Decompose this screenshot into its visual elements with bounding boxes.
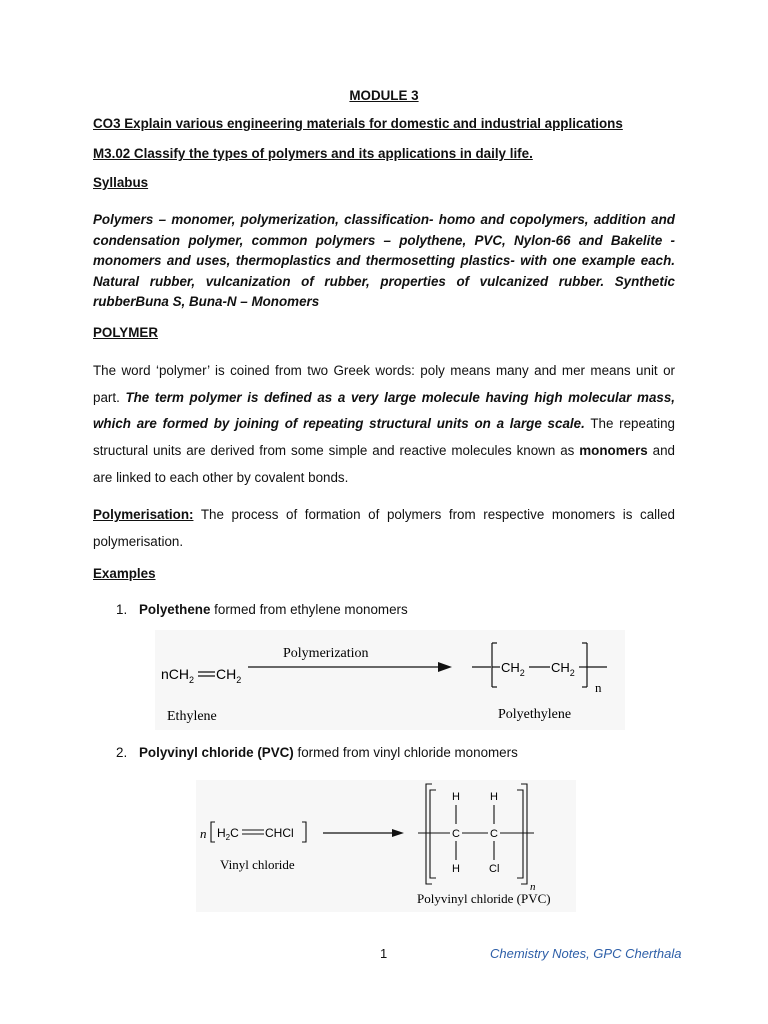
- repeat-n: n: [530, 881, 536, 893]
- monomer-chcl: CHCl: [265, 826, 294, 840]
- list-item-text: formed from vinyl chloride monomers: [293, 745, 518, 760]
- repeat-n: n: [595, 680, 602, 695]
- list-number: 1.: [116, 602, 128, 617]
- module-title: MODULE 3: [349, 88, 419, 103]
- syllabus-heading: Syllabus: [93, 175, 149, 190]
- reactant-label: Ethylene: [167, 709, 217, 724]
- monomer-formula: nCH$_2$: [161, 666, 195, 685]
- pvc-term: Polyvinyl chloride (PVC): [139, 745, 294, 760]
- polymer-text-start: The word ‘polymer’ is coined from two Greek words: poly means many and mer means unit or part.: [93, 363, 675, 405]
- polyethene-term: Polyethene: [139, 602, 211, 617]
- page-number: 1: [380, 946, 388, 961]
- polymerisation-text: The process of formation of polymers from respective monomers is called polymerisation.: [93, 507, 675, 549]
- monomers-term: monomers: [579, 443, 648, 459]
- list-item-text: formed from ethylene monomers: [210, 602, 408, 617]
- hydrogen-top-2: H: [490, 791, 498, 803]
- product-label: Polyethylene: [498, 707, 572, 722]
- polymerisation-paragraph: [93, 501, 675, 555]
- monomer-ch2: $CH_2$: [216, 666, 242, 685]
- carbon-1: C: [452, 828, 460, 840]
- pvc-reaction-figure: [196, 780, 576, 912]
- polymer-definition: The term polymer is defined as a very large molecule having high molecular mass, which are formed by joining of repeating structural units on a large scale.: [93, 389, 676, 432]
- course-outcome: CO3 Explain various engineering materials for domestic and industrial applications: [93, 116, 623, 131]
- list-item: [116, 745, 518, 760]
- list-item: [116, 602, 408, 617]
- hydrogen-bottom: H: [452, 863, 460, 875]
- polymer-definition-paragraph: [93, 358, 675, 492]
- polyethylene-reaction-figure: [155, 630, 625, 730]
- polymer-heading: POLYMER: [93, 325, 158, 340]
- syllabus-text: Polymers – monomer, polymerization, classification- homo and copolymers, addition and condensation polymer, common polymers – polythene, PVC, Nylon-66 and Bakelite - monomers and uses, thermoplastics and thermosetting plastics- with one example each. Natural rubber, vulcanization of rubber, properties of vulcanized rubber. Synthetic rubberBuna S, Buna-N – Monomers: [93, 212, 675, 310]
- polymer-ch2-a: $CH_2$: [501, 660, 525, 678]
- examples-heading: Examples: [93, 566, 156, 581]
- hydrogen-top-1: H: [452, 791, 460, 803]
- monomer-n: n: [200, 826, 207, 841]
- carbon-2: C: [490, 828, 498, 840]
- arrow-label: Polymerization: [283, 646, 369, 661]
- list-number: 2.: [116, 745, 128, 760]
- polymer-text-end: and are linked to each other by covalent bonds.: [93, 443, 675, 485]
- chlorine: Cl: [489, 863, 500, 875]
- polymer-text-mid: The repeating structural units are derived from some simple and reactive molecules known as: [93, 416, 675, 459]
- monomer-h2c: $H_2C$: [217, 826, 239, 842]
- polymer-ch2-b: $CH_2$: [551, 660, 575, 678]
- polymerisation-term: Polymerisation:: [93, 507, 194, 522]
- reactant-label: Vinyl chloride: [220, 857, 295, 872]
- footer-note: Chemistry Notes, GPC Cherthala: [490, 946, 682, 961]
- product-label: Polyvinyl chloride (PVC): [417, 891, 551, 906]
- module-objective: M3.02 Classify the types of polymers and its applications in daily life.: [93, 146, 533, 161]
